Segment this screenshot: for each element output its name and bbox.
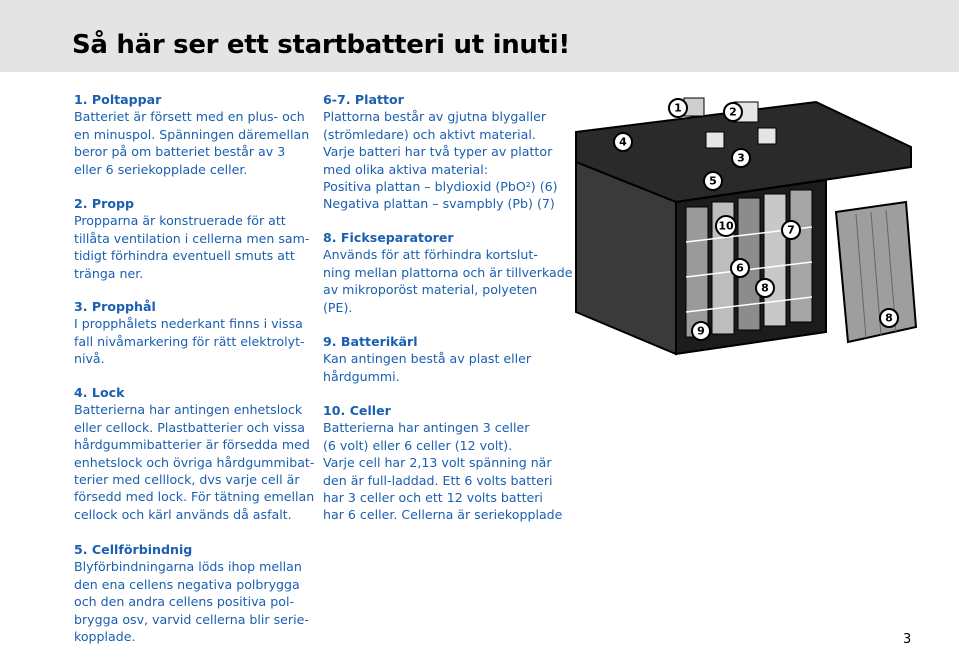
section-heading: 9. Batterikärl (323, 334, 418, 349)
battery-plates (686, 190, 812, 337)
section-line: Plattorna består av gjutna blygaller (323, 109, 547, 125)
svg-text:10: 10 (718, 219, 734, 233)
section-line: brygga osv, varvid cellerna blir serie- (74, 611, 309, 627)
section-line: enhetslock och övriga hårdgummibat- (74, 454, 315, 470)
section-line: Negativa plattan – svampbly (Pb) (7) (323, 196, 555, 212)
section-line: försedd med lock. För tätning emellan (74, 489, 315, 505)
vent-cap (706, 132, 724, 148)
section-propp (74, 195, 310, 282)
section-line: med olika aktiva material: (323, 161, 488, 177)
callout-marker (782, 221, 800, 239)
section-line: Positiva plattan – blydioxid (PbO²) (6) (323, 179, 558, 195)
section-line: Batterierna har antingen enhetslock (74, 402, 303, 418)
section-celler (323, 402, 563, 524)
section-batterikarl (323, 333, 563, 385)
section-line: tillåta ventilation i cellerna men sam- (74, 230, 310, 246)
section-line: tidigt förhindra eventuell smuts att (74, 248, 295, 264)
svg-text:4: 4 (619, 135, 627, 149)
page-number: 3 (903, 632, 912, 647)
section-line: har 3 celler och ett 12 volts batteri (323, 490, 543, 506)
svg-text:8: 8 (885, 311, 893, 325)
svg-text:3: 3 (737, 151, 745, 165)
page-title: Så här ser ett startbatteri ut inuti! (72, 30, 570, 60)
battery-cutaway-illustration (566, 92, 926, 362)
section-line: Batteriet är försett med en plus- och (74, 109, 305, 125)
svg-text:8: 8 (761, 281, 769, 295)
section-line: terier med celllock, dvs varje cell är (74, 472, 300, 488)
callout-marker (732, 149, 750, 167)
section-line: Blyförbindningarna löds ihop mellan (74, 559, 302, 575)
svg-text:2: 2 (729, 105, 737, 119)
section-heading: 10. Celler (323, 403, 391, 418)
section-line: cellock och kärl används då asfalt. (74, 506, 292, 522)
section-line: eller 6 seriekopplade celler. (74, 161, 248, 177)
section-line: Används för att förhindra kortslut- (323, 247, 538, 263)
callout-marker (756, 279, 774, 297)
section-cellforbindnig (74, 541, 309, 645)
callout-marker (614, 133, 632, 151)
section-line: eller cellock. Plastbatterier och vissa (74, 419, 305, 435)
callout-marker (669, 99, 687, 117)
section-line: Varje batteri har två typer av plattor (323, 144, 553, 160)
section-poltappar (74, 91, 310, 178)
vent-cap (758, 128, 776, 144)
section-line: (PE). (323, 299, 353, 315)
section-line: kopplade. (74, 629, 136, 645)
section-line: hårdgummibatterier är försedda med (74, 437, 310, 453)
svg-text:6: 6 (736, 261, 744, 275)
section-heading: 4. Lock (74, 385, 125, 400)
section-heading: 5. Cellförbindnig (74, 542, 193, 557)
section-line: hårdgummi. (323, 368, 400, 384)
callout-marker (692, 322, 710, 340)
section-line: I propphålets nederkant finns i vissa (74, 316, 303, 332)
section-heading: 2. Propp (74, 196, 135, 211)
section-fickseparatorer (323, 229, 573, 316)
section-heading: 6-7. Plattor (323, 92, 404, 107)
section-line: och den andra cellens positiva pol- (74, 594, 295, 610)
section-plattor (323, 91, 563, 213)
section-line: den ena cellens negativa polbrygga (74, 576, 300, 592)
callout-marker (716, 216, 736, 236)
section-line: beror på om batteriet består av 3 (74, 144, 286, 160)
section-line: Batterierna har antingen 3 celler (323, 420, 530, 436)
section-line: har 6 celler. Cellerna är seriekopplade (323, 507, 563, 523)
section-line: (strömledare) och aktivt material. (323, 126, 536, 142)
section-line: fall nivåmarkering för rätt elektrolyt- (74, 333, 305, 349)
svg-text:7: 7 (787, 223, 795, 237)
section-line: en minuspol. Spänningen däremellan (74, 126, 310, 142)
section-propphal (74, 298, 306, 368)
section-heading: 1. Poltappar (74, 92, 162, 107)
section-line: den är full-laddad. Ett 6 volts batteri (323, 472, 553, 488)
section-line: ning mellan plattorna och är tillverkade (323, 264, 573, 280)
svg-text:9: 9 (697, 324, 705, 338)
svg-text:5: 5 (709, 174, 717, 188)
callout-marker (731, 259, 749, 277)
section-line: nivå. (74, 351, 105, 367)
callout-marker (704, 172, 722, 190)
callout-marker (724, 103, 742, 121)
section-line: (6 volt) eller 6 celler (12 volt). (323, 437, 513, 453)
section-lock (74, 384, 315, 523)
section-line: Varje cell har 2,13 volt spänning när (323, 455, 552, 471)
svg-text:1: 1 (674, 101, 682, 115)
section-line: Kan antingen bestå av plast eller (323, 351, 532, 367)
section-line: tränga ner. (74, 265, 144, 281)
callout-marker (880, 309, 898, 327)
section-line: av mikroporöst material, polyeten (323, 282, 538, 298)
section-heading: 3. Propphål (74, 299, 156, 314)
section-heading: 8. Fickseparatorer (323, 230, 454, 245)
section-line: Propparna är konstruerade för att (74, 213, 286, 229)
